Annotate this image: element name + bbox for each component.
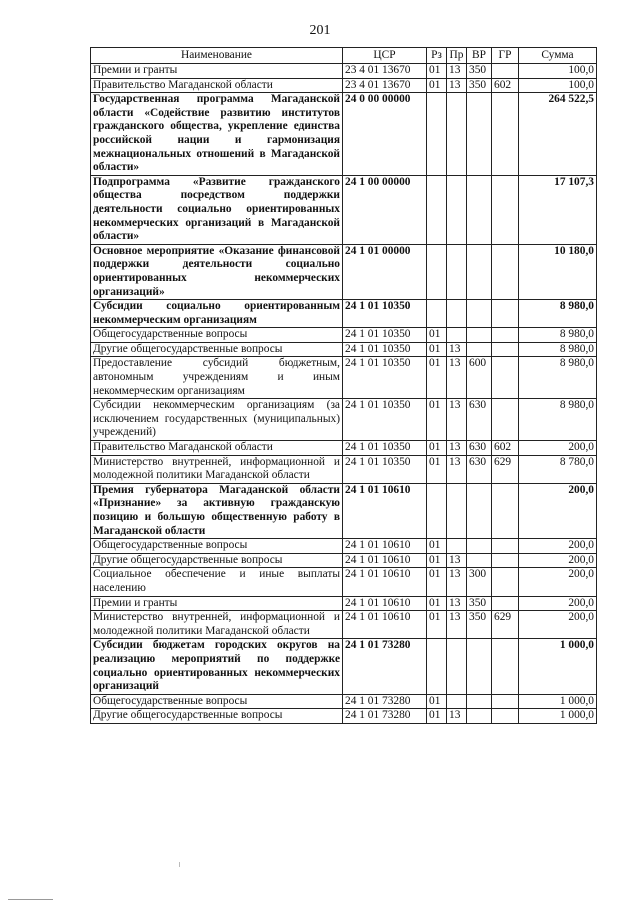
budget-table xyxy=(90,47,597,724)
table-row xyxy=(91,709,597,724)
table-row xyxy=(91,483,597,538)
table-row xyxy=(91,175,597,244)
cell-name: Другие общегосударственные вопросы xyxy=(91,709,343,724)
cell-vr: 350 xyxy=(467,611,492,639)
cell-csr: 24 1 01 10610 xyxy=(343,553,427,568)
cell-name: Основное мероприятие «Оказание финансовой поддержки деятельности социально ориентированных некоммерческих организаций» xyxy=(91,244,343,299)
cell-name: Другие общегосударственные вопросы xyxy=(91,342,343,357)
table-row xyxy=(91,639,597,694)
table-row xyxy=(91,342,597,357)
cell-vr xyxy=(467,93,492,176)
cell-pr: 13 xyxy=(447,64,467,79)
table-row xyxy=(91,596,597,611)
cell-pr: 13 xyxy=(447,357,467,399)
cell-gr xyxy=(492,483,519,538)
cell-sum: 8 780,0 xyxy=(519,455,597,483)
cell-rz: 01 xyxy=(427,455,447,483)
cell-pr xyxy=(447,539,467,554)
cell-pr: 13 xyxy=(447,553,467,568)
cell-csr: 24 1 01 10350 xyxy=(343,399,427,441)
cell-rz: 01 xyxy=(427,357,447,399)
cell-sum: 200,0 xyxy=(519,553,597,568)
cell-rz: 01 xyxy=(427,709,447,724)
cell-csr: 24 1 00 00000 xyxy=(343,175,427,244)
cell-vr: 350 xyxy=(467,78,492,93)
cell-csr: 24 1 01 10610 xyxy=(343,539,427,554)
cell-name: Министерство внутренней, информационной и молодежной политики Магаданской области xyxy=(91,455,343,483)
cell-csr: 24 1 01 10350 xyxy=(343,357,427,399)
cell-vr xyxy=(467,328,492,343)
header-gr: ГР xyxy=(492,48,519,64)
cell-rz: 01 xyxy=(427,553,447,568)
cell-gr xyxy=(492,175,519,244)
cell-name: Общегосударственные вопросы xyxy=(91,694,343,709)
cell-csr: 24 1 01 10610 xyxy=(343,596,427,611)
cell-vr: 630 xyxy=(467,441,492,456)
cell-pr: 13 xyxy=(447,441,467,456)
cell-gr xyxy=(492,399,519,441)
cell-name: Государственная программа Магаданской области «Содействие развитию институтов гражданского общества, укрепление единства российской нации и гармонизация межнациональных отношений в Магаданской области» xyxy=(91,93,343,176)
table-row xyxy=(91,441,597,456)
cell-sum: 200,0 xyxy=(519,483,597,538)
cell-sum: 200,0 xyxy=(519,611,597,639)
cell-name: Общегосударственные вопросы xyxy=(91,539,343,554)
cell-vr: 600 xyxy=(467,357,492,399)
cell-name: Премии и гранты xyxy=(91,64,343,79)
cell-pr xyxy=(447,694,467,709)
cell-csr: 24 1 01 00000 xyxy=(343,244,427,299)
table-row xyxy=(91,611,597,639)
cell-pr xyxy=(447,300,467,328)
cell-pr: 13 xyxy=(447,455,467,483)
cell-vr xyxy=(467,175,492,244)
cell-gr xyxy=(492,342,519,357)
cell-sum: 200,0 xyxy=(519,596,597,611)
cell-vr: 630 xyxy=(467,399,492,441)
cell-rz: 01 xyxy=(427,328,447,343)
cell-gr: 602 xyxy=(492,78,519,93)
cell-sum: 10 180,0 xyxy=(519,244,597,299)
cell-rz: 01 xyxy=(427,78,447,93)
cell-vr xyxy=(467,244,492,299)
cell-pr: 13 xyxy=(447,342,467,357)
cell-sum: 8 980,0 xyxy=(519,328,597,343)
cell-csr: 24 1 01 10610 xyxy=(343,568,427,596)
cell-csr: 24 1 01 10350 xyxy=(343,300,427,328)
cell-gr xyxy=(492,596,519,611)
cell-csr: 24 1 01 10350 xyxy=(343,342,427,357)
cell-csr: 24 1 01 10610 xyxy=(343,483,427,538)
cell-rz: 01 xyxy=(427,611,447,639)
table-row xyxy=(91,455,597,483)
cell-pr xyxy=(447,483,467,538)
cell-gr xyxy=(492,244,519,299)
cell-vr xyxy=(467,300,492,328)
cell-rz xyxy=(427,244,447,299)
page-number: 201 xyxy=(309,23,331,38)
cell-pr xyxy=(447,328,467,343)
cell-vr xyxy=(467,709,492,724)
cell-gr xyxy=(492,93,519,176)
table-row xyxy=(91,300,597,328)
header-name: Наименование xyxy=(91,48,343,64)
table-row xyxy=(91,539,597,554)
table-row xyxy=(91,553,597,568)
cell-vr xyxy=(467,483,492,538)
table-row xyxy=(91,328,597,343)
cell-name: Общегосударственные вопросы xyxy=(91,328,343,343)
cell-pr: 13 xyxy=(447,399,467,441)
cell-rz: 01 xyxy=(427,64,447,79)
header-vr: ВР xyxy=(467,48,492,64)
cell-csr: 24 1 01 73280 xyxy=(343,639,427,694)
cell-rz xyxy=(427,93,447,176)
header-csr: ЦСР xyxy=(343,48,427,64)
cell-gr xyxy=(492,64,519,79)
cell-csr: 24 1 01 10610 xyxy=(343,611,427,639)
cell-gr xyxy=(492,568,519,596)
cell-rz xyxy=(427,483,447,538)
cell-csr: 23 4 01 13670 xyxy=(343,64,427,79)
cell-name: Правительство Магаданской области xyxy=(91,441,343,456)
cell-name: Другие общегосударственные вопросы xyxy=(91,553,343,568)
cell-sum: 1 000,0 xyxy=(519,639,597,694)
table-row xyxy=(91,357,597,399)
cell-name: Подпрограмма «Развитие гражданского общества посредством поддержки деятельности социально ориентированных некоммерческих организаций в Магаданской области» xyxy=(91,175,343,244)
cell-sum: 200,0 xyxy=(519,441,597,456)
cell-name: Премии и гранты xyxy=(91,596,343,611)
footer-rule xyxy=(8,899,53,900)
table-row xyxy=(91,78,597,93)
cell-rz: 01 xyxy=(427,399,447,441)
cell-rz: 01 xyxy=(427,694,447,709)
cell-name: Субсидии бюджетам городских округов на реализацию мероприятий по поддержке социально ориентированных некоммерческих организаций xyxy=(91,639,343,694)
cell-sum: 8 980,0 xyxy=(519,399,597,441)
cell-vr xyxy=(467,539,492,554)
cell-name: Правительство Магаданской области xyxy=(91,78,343,93)
cell-gr xyxy=(492,553,519,568)
table-row xyxy=(91,399,597,441)
cell-gr xyxy=(492,300,519,328)
cell-sum: 8 980,0 xyxy=(519,342,597,357)
table-row xyxy=(91,244,597,299)
cell-rz: 01 xyxy=(427,568,447,596)
cell-gr: 602 xyxy=(492,441,519,456)
cell-gr xyxy=(492,694,519,709)
cell-csr: 23 4 01 13670 xyxy=(343,78,427,93)
cell-pr xyxy=(447,244,467,299)
cell-sum: 100,0 xyxy=(519,78,597,93)
cell-sum: 200,0 xyxy=(519,539,597,554)
cell-gr xyxy=(492,709,519,724)
cell-sum: 1 000,0 xyxy=(519,709,597,724)
cell-pr: 13 xyxy=(447,611,467,639)
cell-rz: 01 xyxy=(427,539,447,554)
cell-pr: 13 xyxy=(447,596,467,611)
cell-rz: 01 xyxy=(427,596,447,611)
cell-sum: 200,0 xyxy=(519,568,597,596)
cell-vr: 300 xyxy=(467,568,492,596)
cell-vr xyxy=(467,553,492,568)
table-row xyxy=(91,694,597,709)
cell-pr: 13 xyxy=(447,709,467,724)
cell-rz xyxy=(427,300,447,328)
cell-name: Субсидии некоммерческим организациям (за исключением государственных (муниципальных) учреждений) xyxy=(91,399,343,441)
cell-csr: 24 1 01 73280 xyxy=(343,709,427,724)
table-row xyxy=(91,64,597,79)
cell-vr: 350 xyxy=(467,64,492,79)
cell-gr xyxy=(492,328,519,343)
cell-gr xyxy=(492,639,519,694)
cell-pr: 13 xyxy=(447,568,467,596)
cell-sum: 264 522,5 xyxy=(519,93,597,176)
cell-sum: 8 980,0 xyxy=(519,300,597,328)
cell-sum: 8 980,0 xyxy=(519,357,597,399)
cell-pr xyxy=(447,93,467,176)
table-row xyxy=(91,568,597,596)
cell-sum: 1 000,0 xyxy=(519,694,597,709)
cell-pr xyxy=(447,639,467,694)
header-rz: Рз xyxy=(427,48,447,64)
cell-csr: 24 1 01 73280 xyxy=(343,694,427,709)
cell-rz xyxy=(427,175,447,244)
cell-name: Предоставление субсидий бюджетным, автономным учреждениям и иным некоммерческим организациям xyxy=(91,357,343,399)
cell-csr: 24 1 01 10350 xyxy=(343,441,427,456)
table-row xyxy=(91,93,597,176)
cell-gr xyxy=(492,539,519,554)
header-pr: Пр xyxy=(447,48,467,64)
cell-gr: 629 xyxy=(492,455,519,483)
table-body xyxy=(91,64,597,724)
cell-vr: 630 xyxy=(467,455,492,483)
cell-rz xyxy=(427,639,447,694)
cell-rz: 01 xyxy=(427,441,447,456)
cell-name: Социальное обеспечение и иные выплаты населению xyxy=(91,568,343,596)
cell-vr: 350 xyxy=(467,596,492,611)
cell-sum: 17 107,3 xyxy=(519,175,597,244)
cell-sum: 100,0 xyxy=(519,64,597,79)
cell-vr xyxy=(467,639,492,694)
cell-gr xyxy=(492,357,519,399)
cell-pr xyxy=(447,175,467,244)
cell-vr xyxy=(467,694,492,709)
header-sum: Сумма xyxy=(519,48,597,64)
cell-name: Министерство внутренней, информационной и молодежной политики Магаданской области xyxy=(91,611,343,639)
cell-csr: 24 1 01 10350 xyxy=(343,328,427,343)
cell-name: Премия губернатора Магаданской области «Признание» за активную гражданскую позицию и большую общественную работу в Магаданской области xyxy=(91,483,343,538)
cell-csr: 24 0 00 00000 xyxy=(343,93,427,176)
cell-csr: 24 1 01 10350 xyxy=(343,455,427,483)
cell-rz: 01 xyxy=(427,342,447,357)
stray-mark xyxy=(179,862,180,867)
cell-pr: 13 xyxy=(447,78,467,93)
cell-gr: 629 xyxy=(492,611,519,639)
cell-vr xyxy=(467,342,492,357)
cell-name: Субсидии социально ориентированным некоммерческим организациям xyxy=(91,300,343,328)
table-header-row xyxy=(91,48,597,64)
